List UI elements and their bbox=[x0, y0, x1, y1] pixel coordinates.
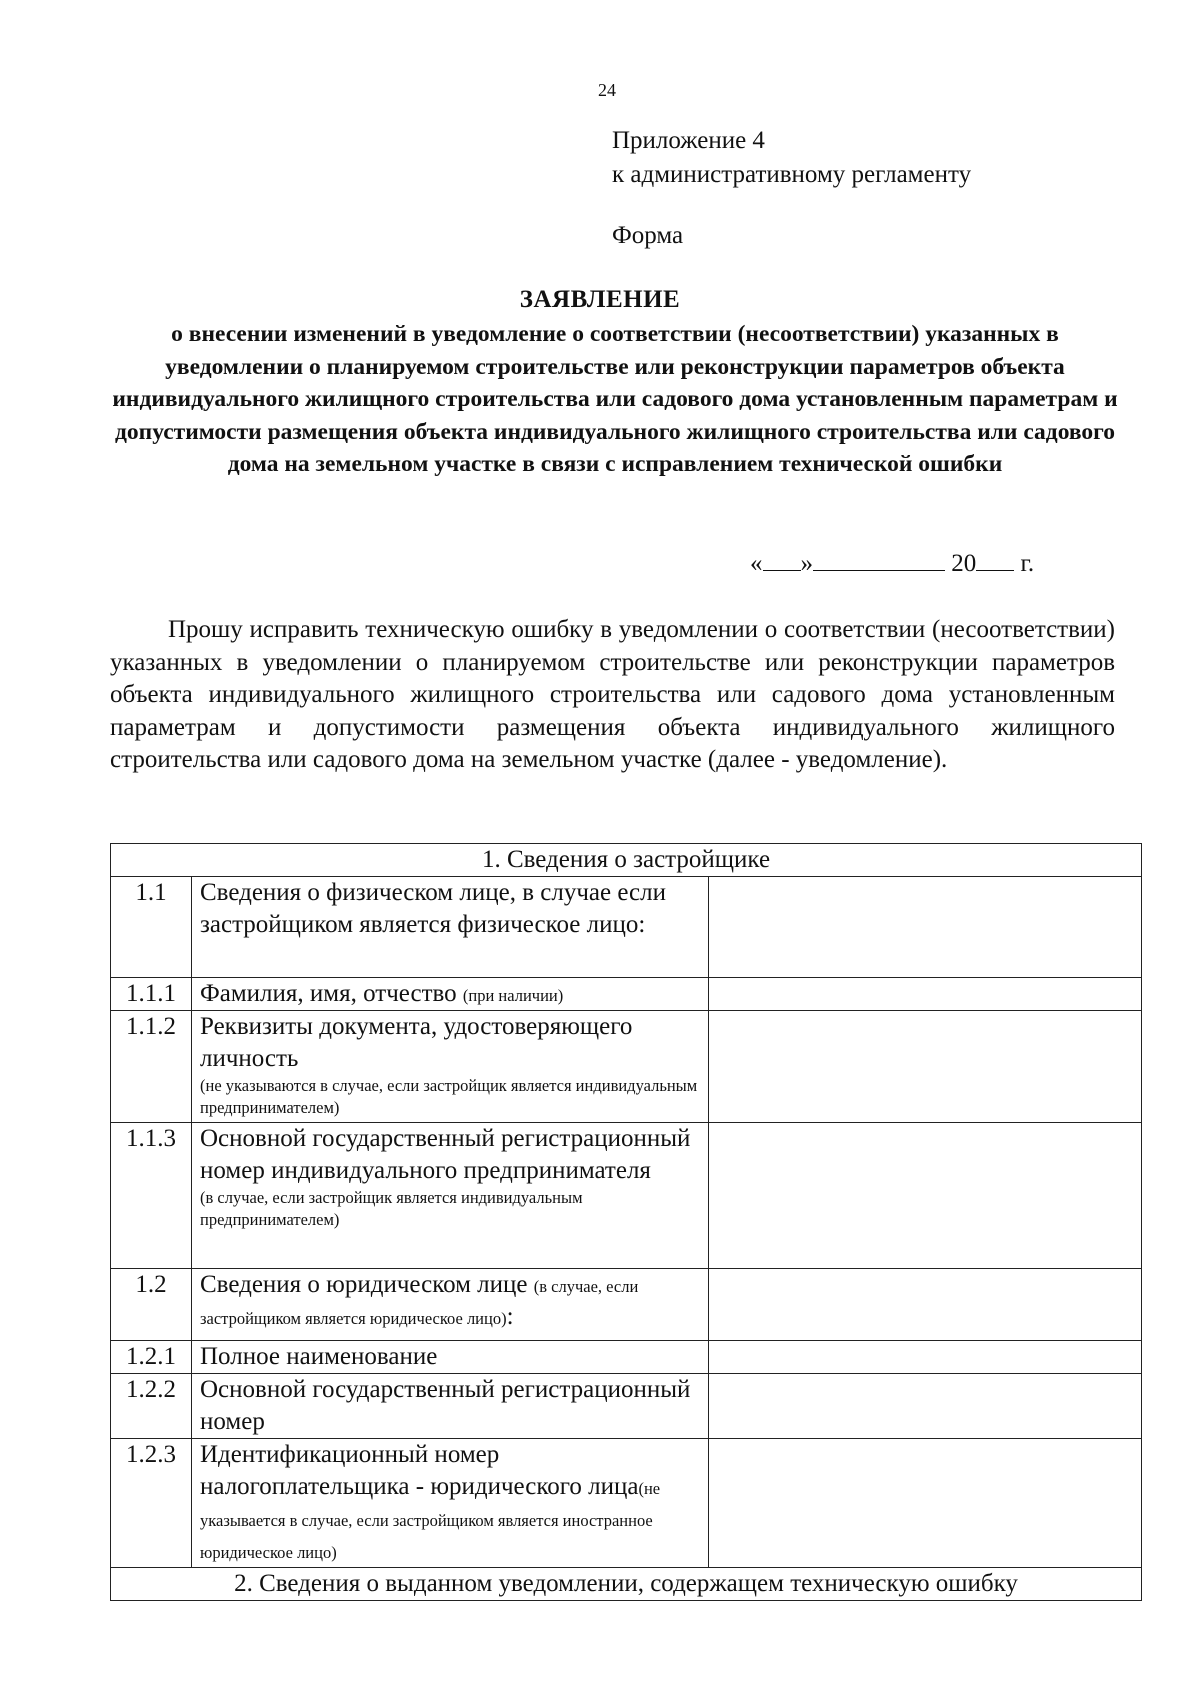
row-label-text: Фамилия, имя, отчество bbox=[200, 980, 457, 1007]
row-label-text: Основной государственный регистрационный номер индивидуального предпринимателя bbox=[200, 1125, 691, 1184]
table-row bbox=[111, 1341, 1142, 1374]
date-open-quote: « bbox=[750, 550, 763, 577]
row-label bbox=[192, 1123, 709, 1269]
document-subtitle: о внесении изменений в уведомление о соответствии (несоответствии) указанных в уведомлении о планируемом строительстве или реконструкции параметров объекта индивидуального жилищного строительства или садового дома установленным параметрам и допустимости размещения объекта индивидуального жилищного строительства или садового дома на земельном участке в связи с исправлением технической ошибки bbox=[112, 321, 1118, 477]
row-number: 1.2.1 bbox=[111, 1341, 192, 1374]
appendix-header bbox=[612, 124, 971, 192]
row-label bbox=[192, 978, 709, 1011]
section-row bbox=[111, 1568, 1142, 1601]
row-note: (в случае, если застройщик является индивидуальным предпринимателем) bbox=[200, 1188, 583, 1229]
row-value-cell[interactable] bbox=[709, 1011, 1142, 1123]
section1-header: 1. Сведения о застройщике bbox=[111, 844, 1142, 877]
section2-header: 2. Сведения о выданном уведомлении, содержащем техническую ошибку bbox=[111, 1568, 1142, 1601]
date-close-quote: » bbox=[800, 550, 813, 577]
row-label-text: Идентификационный номер налогоплательщика - юридического лица bbox=[200, 1441, 639, 1500]
document-title: ЗАЯВЛЕНИЕ bbox=[519, 286, 681, 313]
date-day-blank[interactable] bbox=[763, 569, 801, 571]
row-label-text: Реквизиты документа, удостоверяющего личность bbox=[200, 1013, 633, 1072]
table-row bbox=[111, 877, 1142, 978]
row-label-text: Сведения о физическом лице, в случае если застройщиком является физическое лицо: bbox=[200, 879, 667, 938]
date-month-blank[interactable] bbox=[813, 569, 945, 571]
row-value-cell[interactable] bbox=[709, 1439, 1142, 1568]
row-note: (не указывается в случае, если застройщиком является иностранное юридическое лицо) bbox=[200, 1479, 661, 1562]
row-number: 1.1 bbox=[111, 877, 192, 978]
row-label bbox=[192, 1269, 709, 1341]
table-row bbox=[111, 978, 1142, 1011]
row-number: 1.2.2 bbox=[111, 1374, 192, 1439]
row-number: 1.2 bbox=[111, 1269, 192, 1341]
row-note: (не указываются в случае, если застройщик является индивидуальным предпринимателем) bbox=[200, 1076, 698, 1117]
row-note: (при наличии) bbox=[462, 986, 564, 1005]
row-label bbox=[192, 1374, 709, 1439]
row-value-cell[interactable] bbox=[709, 1341, 1142, 1374]
row-label bbox=[192, 1439, 709, 1568]
page-number: 24 bbox=[598, 80, 616, 100]
table-row bbox=[111, 1439, 1142, 1568]
row-number: 1.2.3 bbox=[111, 1439, 192, 1568]
table-row bbox=[111, 1269, 1142, 1341]
row-note: (в случае, если застройщиком является юридическое лицо) bbox=[200, 1277, 639, 1328]
form-label: Форма bbox=[612, 222, 684, 249]
row-value-cell[interactable] bbox=[709, 877, 1142, 978]
applicant-info-table bbox=[110, 843, 1142, 1601]
section-row bbox=[111, 844, 1142, 877]
row-number: 1.1.2 bbox=[111, 1011, 192, 1123]
row-label-text: Основной государственный регистрационный номер bbox=[200, 1376, 691, 1435]
row-value-cell[interactable] bbox=[709, 1374, 1142, 1439]
row-number: 1.1.1 bbox=[111, 978, 192, 1011]
table-row bbox=[111, 1374, 1142, 1439]
row-label bbox=[192, 877, 709, 978]
request-paragraph: Прошу исправить техническую ошибку в уведомлении о соответствии (несоответствии) указанных в уведомлении о планируемом строительстве или реконструкции параметров объекта индивидуального жилищного строительства или садового дома установленным параметрам и допустимости размещения объекта индивидуального жилищного строительства или садового дома на земельном участке (далее - уведомление). bbox=[110, 616, 1115, 773]
date-year-prefix: 20 bbox=[951, 550, 977, 577]
date-year-suffix: г. bbox=[1020, 550, 1035, 577]
row-value-cell[interactable] bbox=[709, 1269, 1142, 1341]
date-year-blank[interactable] bbox=[976, 569, 1014, 571]
table-row bbox=[111, 1123, 1142, 1269]
row-value-cell[interactable] bbox=[709, 1123, 1142, 1269]
row-value-cell[interactable] bbox=[709, 978, 1142, 1011]
table-row bbox=[111, 1011, 1142, 1123]
row-label-text: Сведения о юридическом лице bbox=[200, 1271, 528, 1298]
appendix-line1: Приложение 4 bbox=[612, 127, 765, 154]
appendix-line2: к административному регламенту bbox=[612, 161, 972, 188]
date-line bbox=[750, 550, 1034, 578]
row-label-tail: : bbox=[506, 1303, 514, 1330]
row-label bbox=[192, 1341, 709, 1374]
row-label bbox=[192, 1011, 709, 1123]
row-label-text: Полное наименование bbox=[200, 1343, 438, 1370]
row-number: 1.1.3 bbox=[111, 1123, 192, 1269]
